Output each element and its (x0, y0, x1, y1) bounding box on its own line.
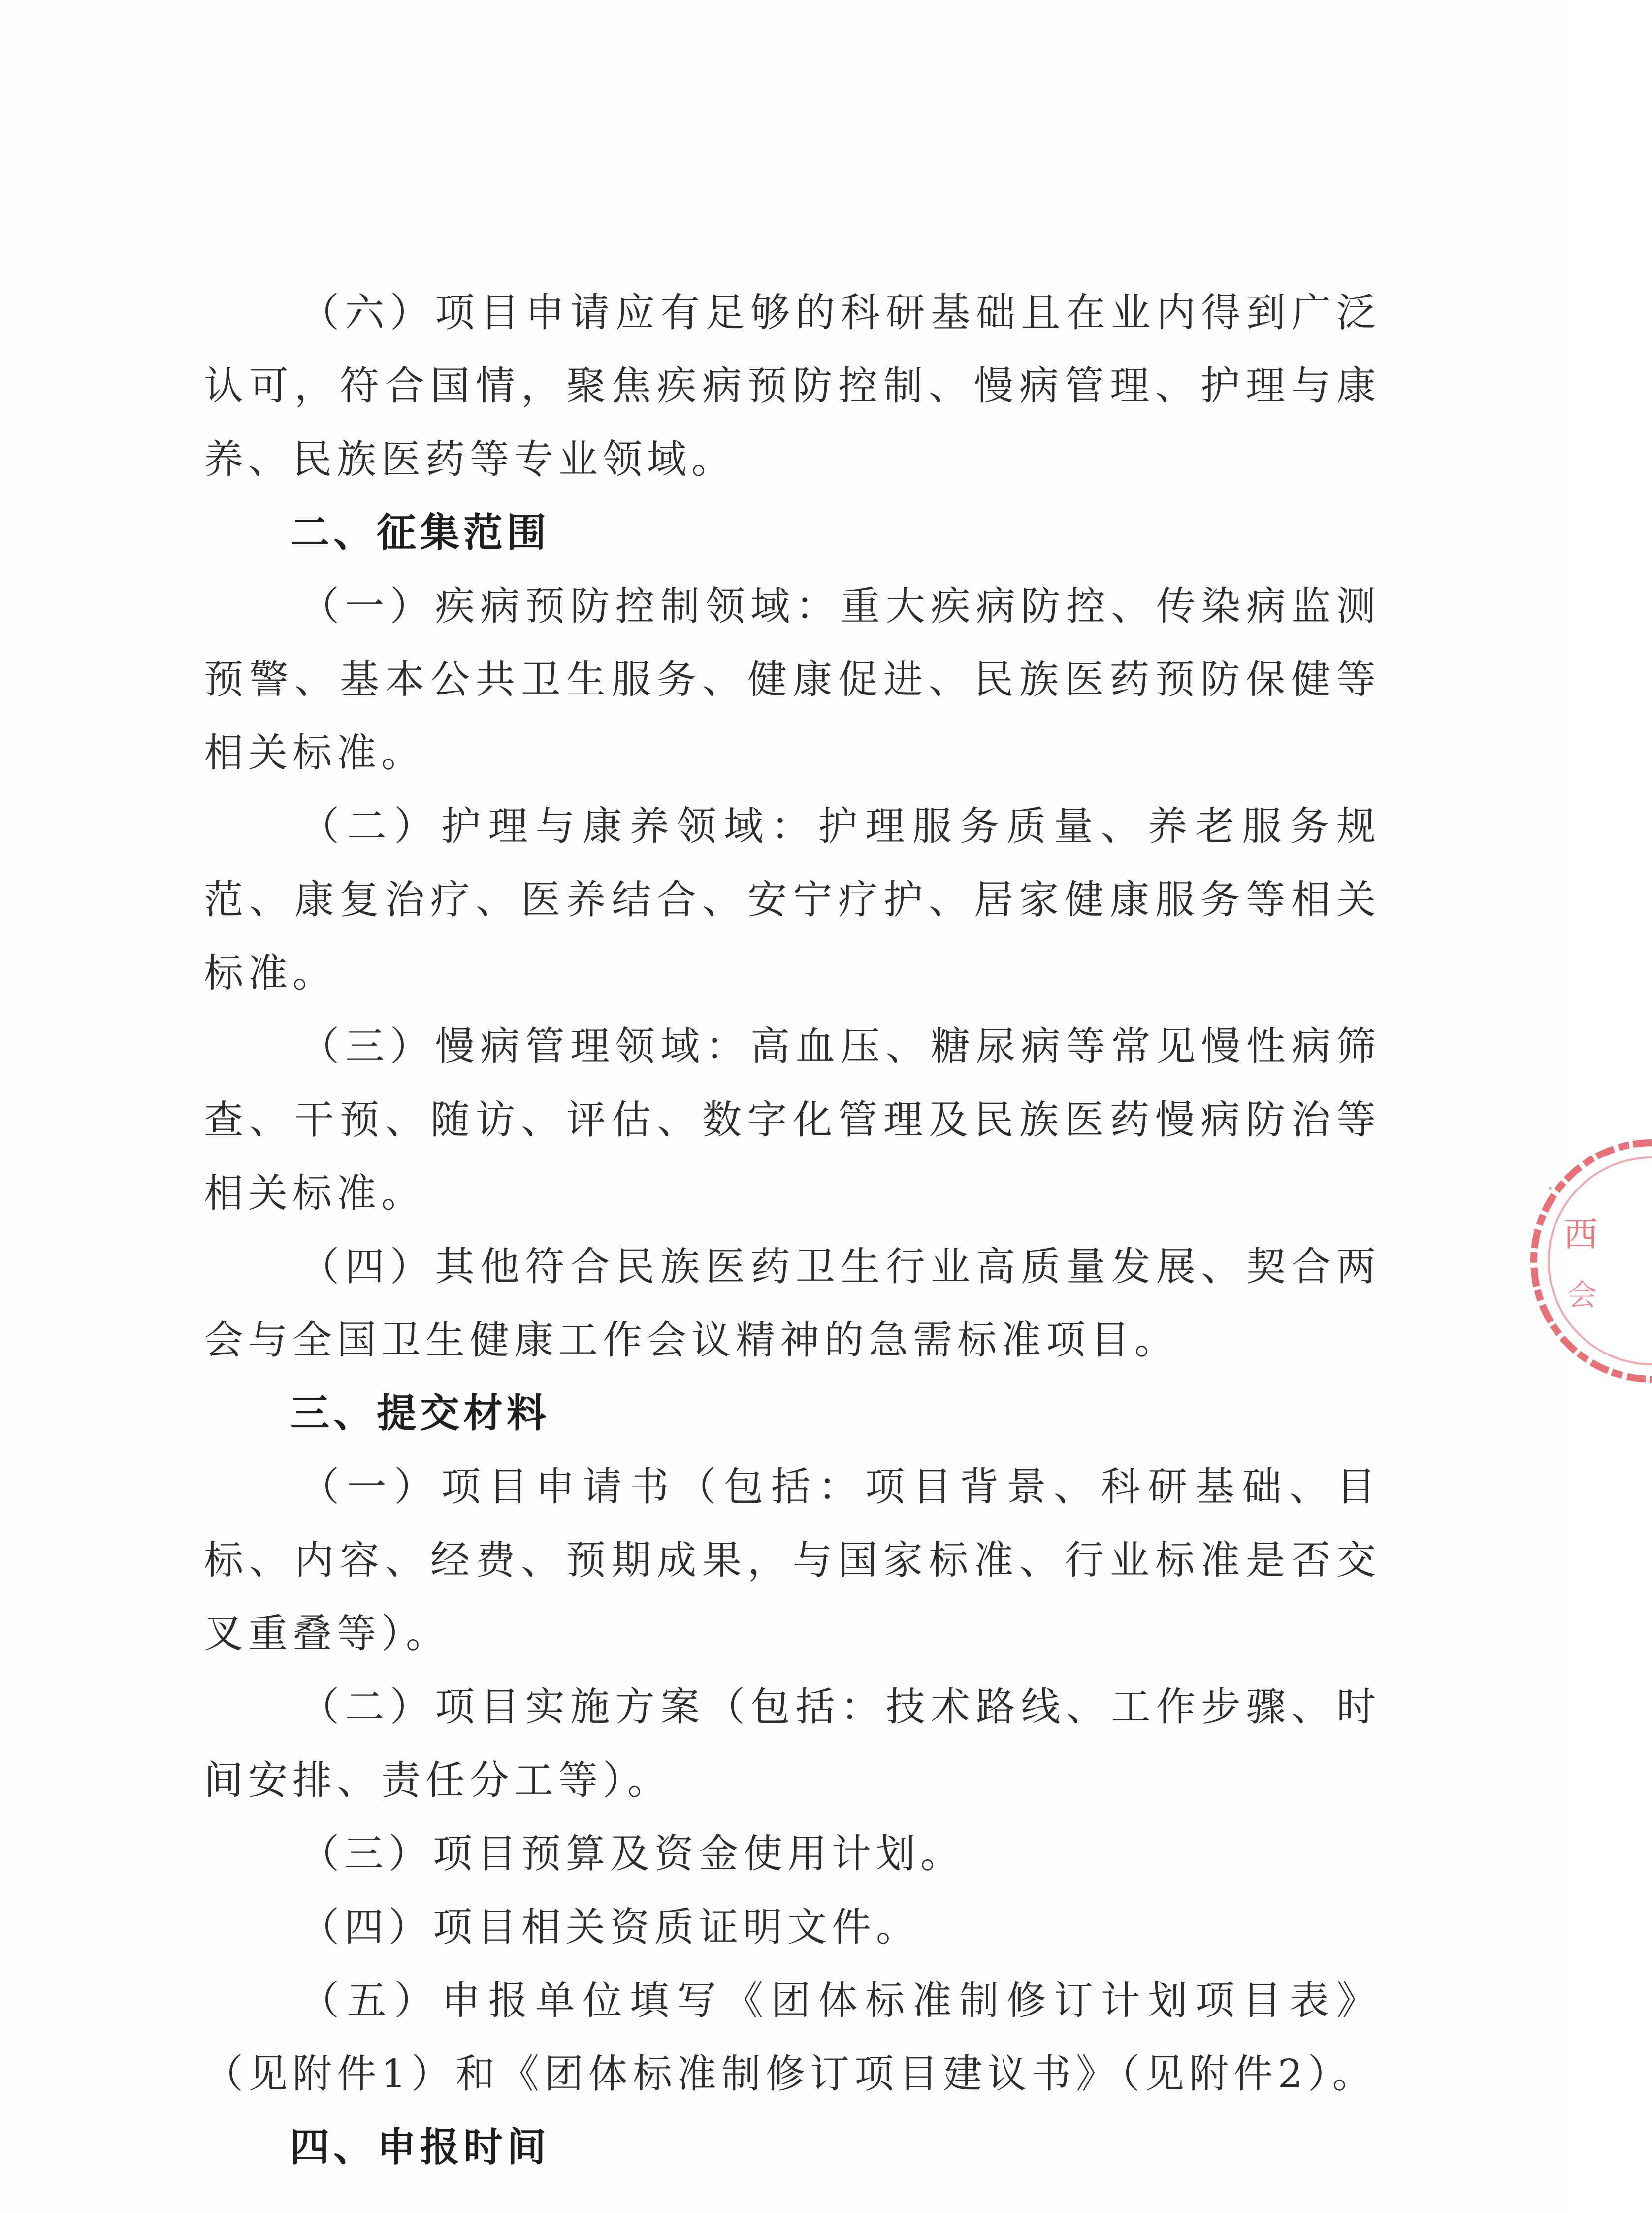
scope-item-other: （四）其他符合民族医药卫生行业高质量发展、契合两会与全国卫生健康工作会议精神的急需标准项目。 (204, 1244, 1381, 1363)
section-heading-submission-materials: 三、提交材料 (290, 1390, 550, 1436)
scope-item-nursing-care: （二）护理与康养领域：护理服务质量、养老服务规范、康复治疗、医养结合、安宁疗护、居家健康服务等相关标准。 (204, 803, 1381, 996)
section-heading-application-time: 四、申报时间 (290, 2124, 550, 2170)
material-item-forms: （五）申报单位填写《团体标准制修订计划项目表》（见附件1）和《团体标准制修订项目建议书》（见附件2）。 (204, 1978, 1381, 2097)
material-item-qualification: （四）项目相关资质证明文件。 (300, 1904, 920, 1950)
scope-item-disease-prevention: （一）疾病预防控制领域：重大疾病防控、传染病监测预警、基本公共卫生服务、健康促进、民族医药预防保健等相关标准。 (204, 583, 1381, 776)
item-six-research-basis: （六）项目申请应有足够的科研基础且在业内得到广泛认可，符合国情，聚焦疾病预防控制、慢病管理、护理与康养、民族医药等专业领域。 (204, 290, 1381, 482)
material-item-budget: （三）项目预算及资金使用计划。 (300, 1831, 965, 1877)
red-seal-stamp (1504, 1123, 1652, 1399)
material-item-application: （一）项目申请书（包括：项目背景、科研基础、目标、内容、经费、预期成果，与国家标准、行业标准是否交叉重叠等）。 (204, 1464, 1381, 1656)
document-body (204, 276, 1381, 2184)
scope-item-chronic-disease: （三）慢病管理领域：高血压、糖尿病等常见慢性病筛查、干预、随访、评估、数字化管理及民族医药慢病防治等相关标准。 (204, 1024, 1381, 1216)
section-heading-collection-scope: 二、征集范围 (290, 510, 550, 556)
svg-text:会: 会 (1567, 1278, 1597, 1313)
material-item-implementation-plan: （二）项目实施方案（包括：技术路线、工作步骤、时间安排、责任分工等）。 (204, 1684, 1381, 1803)
svg-text:·: · (1540, 1175, 1560, 1202)
svg-text:西: 西 (1563, 1214, 1598, 1255)
